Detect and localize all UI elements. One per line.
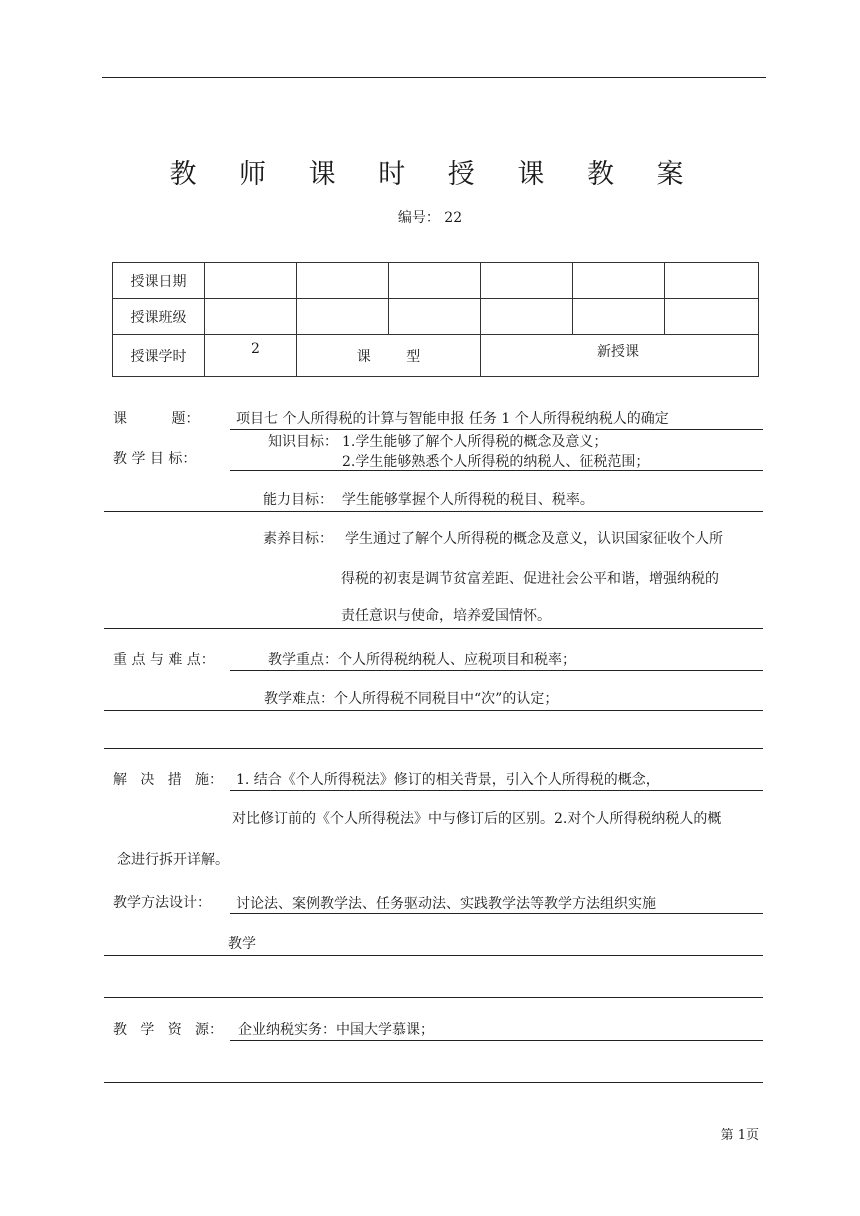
- table-row: [113, 263, 759, 299]
- document-number: 编号： 22: [397, 210, 463, 226]
- rule: [104, 511, 763, 512]
- literacy-line-2: 得税的初衷是调节贫富差距、促进社会公平和谐，增强纳税的: [341, 571, 719, 587]
- header-rule: [102, 77, 766, 78]
- class-cell: [297, 299, 389, 335]
- rule: [230, 913, 763, 914]
- measures-label: 解 决 措 施：: [113, 772, 224, 788]
- ability-goal: 能力目标： 学生能够掌握个人所得税的税目、税率。: [263, 492, 594, 508]
- table-row: [113, 299, 759, 335]
- date-cell: [297, 263, 389, 299]
- rule: [104, 1082, 763, 1083]
- measures-line-1: 1. 结合《个人所得税法》修订的相关背景，引入个人所得税的概念，: [236, 772, 660, 788]
- rule: [104, 955, 763, 956]
- key-points-label: 重 点 与 难 点：: [113, 652, 215, 668]
- class-cell: [481, 299, 573, 335]
- knowledge-line-1: 1.学生能够了解个人所得税的概念及意义；: [342, 434, 608, 450]
- goals-label: 教 学 目 标：: [113, 451, 197, 467]
- literacy-label: 素养目标：: [263, 531, 333, 547]
- measures-line-2: 对比修订前的《个人所得税法》中与修订后的区别。2.对个人所得税纳税人的概: [232, 811, 722, 827]
- table-row: [113, 335, 759, 377]
- topic-label: 课 题：: [113, 411, 200, 427]
- rule: [230, 429, 763, 430]
- hours-label: 授课学时: [113, 335, 205, 377]
- rule: [104, 628, 763, 629]
- class-cell: [665, 299, 759, 335]
- method-line-1: 讨论法、案例教学法、任务驱动法、实践教学法等教学方法组织实施: [236, 896, 656, 912]
- rule: [230, 470, 763, 471]
- class-cell: [205, 299, 297, 335]
- hours-value: 2: [205, 335, 297, 377]
- date-cell: [205, 263, 297, 299]
- resources-label: 教 学 资 源：: [113, 1022, 224, 1038]
- rule: [230, 1040, 763, 1041]
- knowledge-label: 知识目标：: [268, 434, 338, 450]
- literacy-line-3: 责任意识与使命，培养爱国情怀。: [341, 608, 551, 624]
- rule: [104, 710, 763, 711]
- knowledge-line-2: 2.学生能够熟悉个人所得税的纳税人、征税范围；: [342, 454, 650, 470]
- date-cell: [481, 263, 573, 299]
- class-cell: [573, 299, 665, 335]
- difficult-point: 教学难点：个人所得税不同税目中“次”的认定；: [264, 691, 559, 707]
- type-label: 课 型: [297, 335, 481, 377]
- date-label: 授课日期: [113, 263, 205, 299]
- class-label: 授课班级: [113, 299, 205, 335]
- date-cell: [665, 263, 759, 299]
- resources-value: 企业纳税实务：中国大学慕课；: [238, 1022, 434, 1038]
- literacy-line-1: 学生通过了解个人所得税的概念及意义，认识国家征收个人所: [345, 531, 723, 547]
- info-table: [112, 262, 759, 377]
- page-title: 教 师 课 时 授 课 教 案: [169, 159, 701, 190]
- type-value: 新授课: [481, 335, 759, 377]
- rule: [104, 748, 763, 749]
- date-cell: [389, 263, 481, 299]
- rule: [230, 670, 763, 671]
- method-label: 教学方法设计：: [113, 895, 211, 911]
- date-cell: [573, 263, 665, 299]
- topic-value: 项目七 个人所得税的计算与智能申报 任务 1 个人所得税纳税人的确定: [236, 411, 669, 427]
- measures-line-3: 念进行拆开详解。: [117, 852, 229, 868]
- method-line-2: 教学: [228, 936, 256, 952]
- key-point: 教学重点：个人所得税纳税人、应税项目和税率；: [268, 652, 576, 668]
- page-number: 第 1页: [720, 1128, 759, 1143]
- rule: [104, 997, 763, 998]
- class-cell: [389, 299, 481, 335]
- rule: [230, 790, 763, 791]
